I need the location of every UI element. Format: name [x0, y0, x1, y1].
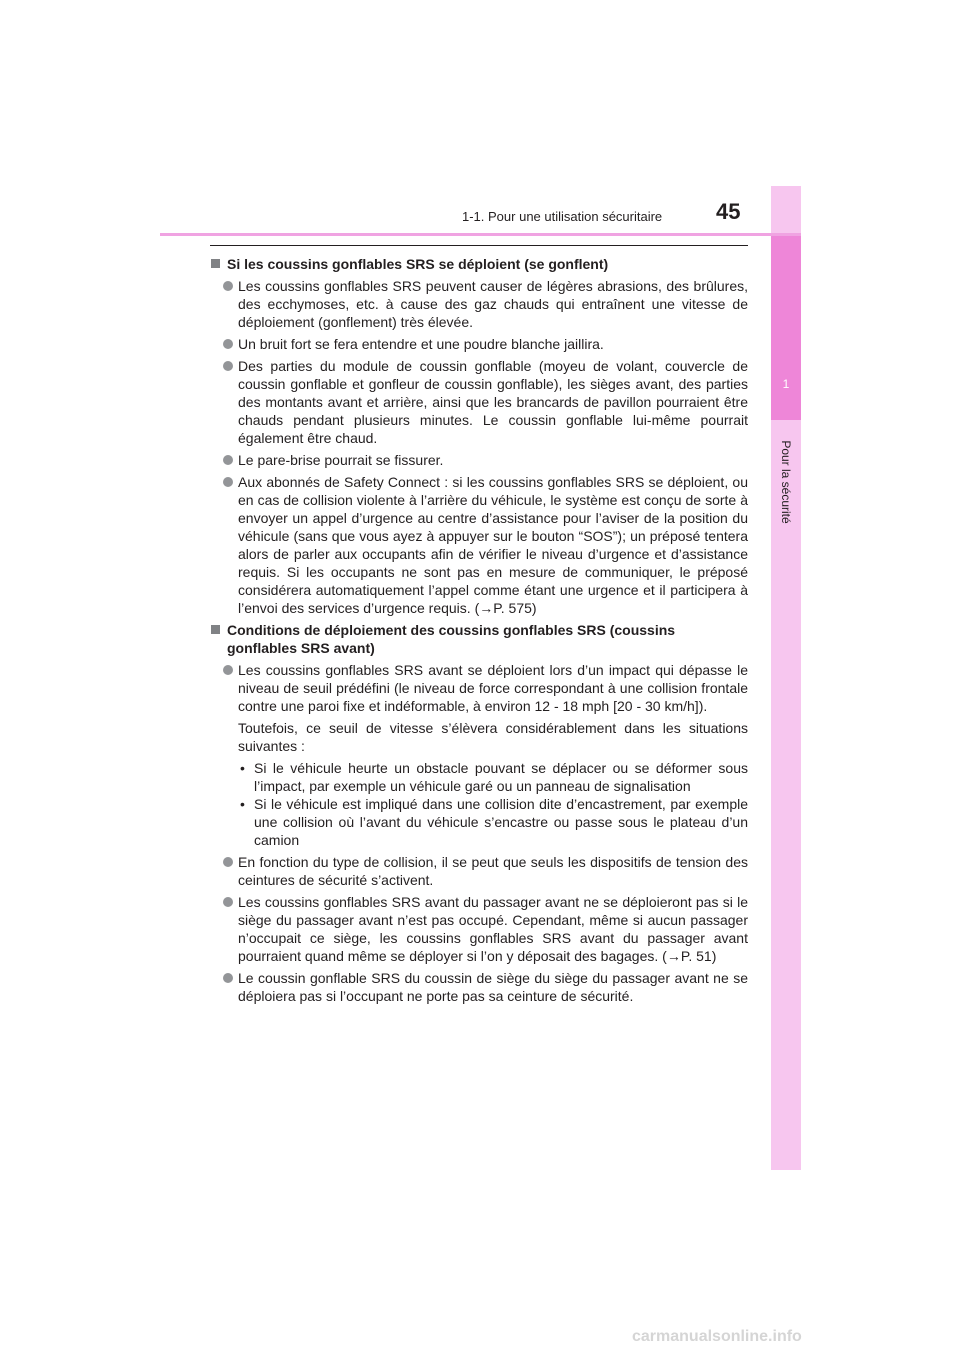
sub-list-item: • Si le véhicule est impliqué dans une collision dite d’encastrement, par exemple une collision où l’avant du véhicule s’encastre ou passe sous le plateau d’un camion [240, 796, 748, 848]
circle-bullet-icon [223, 857, 233, 867]
header-rule [160, 233, 801, 236]
page-number: 45 [716, 199, 741, 224]
list-item: Un bruit fort se fera entendre et une poudre blanche jaillira. [210, 335, 748, 353]
list-item: Le pare-brise pourrait se fissurer. [210, 451, 748, 469]
chapter-number: 1 [782, 377, 790, 391]
page-content [210, 255, 748, 1009]
list-item: Aux abonnés de Safety Connect : si les coussins gonflables SRS se déploient, ou en cas de collision violente à l’arrière du véhicule, le système est conçu de sorte à envoyer un appel d’urgence au centre d’assistance pour l’aviser de la position du véhicule (sans que vous ayez à appuyer sur le bouton “SOS”); un préposé tentera alors de parler aux occupants afin de vérifier le niveau d’urgence et d’assistance requis. Si les occupants ne sont pas en mesure de communiquer, le préposé considérera automatiquement l’appel comme étant une urgence et il participera à l’envoi des services d’urgence requis. (→P. 575) [210, 473, 748, 617]
sub-list-item: • Si le véhicule heurte un obstacle pouvant se déplacer ou se déformer sous l’impact, par exemple un véhicule garé ou un panneau de signalisation [240, 760, 748, 794]
list-item: Les coussins gonflables SRS avant se déploient lors d’un impact qui dépasse le niveau de seuil prédéfini (le niveau de force correspondant à une collision frontale contre une paroi fixe et indéformable, à environ 12 - 18 mph [20 - 30 km/h]). [210, 661, 748, 715]
content-rule [210, 245, 748, 246]
list-item: Les coussins gonflables SRS avant du passager avant ne se déploieront pas si le siège du passager avant n’est pas occupé. Cependant, même si aucun passager n’occupait ce siège, les coussins gonflables SRS avant du passager avant pourraient quand même se déployer si l’on y déposait des bagages. (→P. 51) [210, 893, 748, 965]
section-heading: Si les coussins gonflables SRS se déploient (se gonflent) [210, 255, 748, 273]
watermark: carmanualsonline.info [632, 1328, 802, 1345]
circle-bullet-icon [223, 477, 233, 487]
note-paragraph: Toutefois, ce seuil de vitesse s’élèvera considérablement dans les situations suivantes : [238, 720, 748, 754]
chapter-tab-highlight [771, 235, 801, 420]
list-item: Le coussin gonflable SRS du coussin de siège du siège du passager avant ne se déploiera pas si l’occupant ne porte pas sa ceinture de sécurité. [210, 969, 748, 1005]
circle-bullet-icon [223, 665, 233, 675]
circle-bullet-icon [223, 339, 233, 349]
list-item: En fonction du type de collision, il se peut que seuls les dispositifs de tension des ceintures de sécurité s’activent. [210, 853, 748, 889]
circle-bullet-icon [223, 281, 233, 291]
circle-bullet-icon [223, 455, 233, 465]
list-item: Des parties du module de coussin gonflable (moyeu de volant, couvercle de coussin gonflable et gonfleur de coussin gonflable), les sièges avant, des parties des montants avant et arrière, ainsi que les brancards de pavillon pourraient être chauds pendant plusieurs minutes. Le coussin gonflable lui-même pourrait également être chaud. [210, 357, 748, 447]
section-heading: Conditions de déploiement des coussins gonflables SRS (coussins gonflables SRS avant) [210, 621, 748, 657]
circle-bullet-icon [223, 973, 233, 983]
dot-bullet-icon: • [240, 760, 245, 776]
section-header: 1-1. Pour une utilisation sécuritaire [462, 209, 663, 224]
dot-bullet-icon: • [240, 796, 245, 812]
circle-bullet-icon [223, 361, 233, 371]
chapter-title: Pour la sécurité [779, 440, 793, 524]
square-bullet-icon [211, 259, 220, 268]
list-item: Les coussins gonflables SRS peuvent causer de légères abrasions, des brûlures, des ecchymoses, etc. à cause des gaz chauds qui entraînent une vitesse de déploiement (gonflement) très élevée. [210, 277, 748, 331]
circle-bullet-icon [223, 897, 233, 907]
square-bullet-icon [211, 625, 220, 634]
